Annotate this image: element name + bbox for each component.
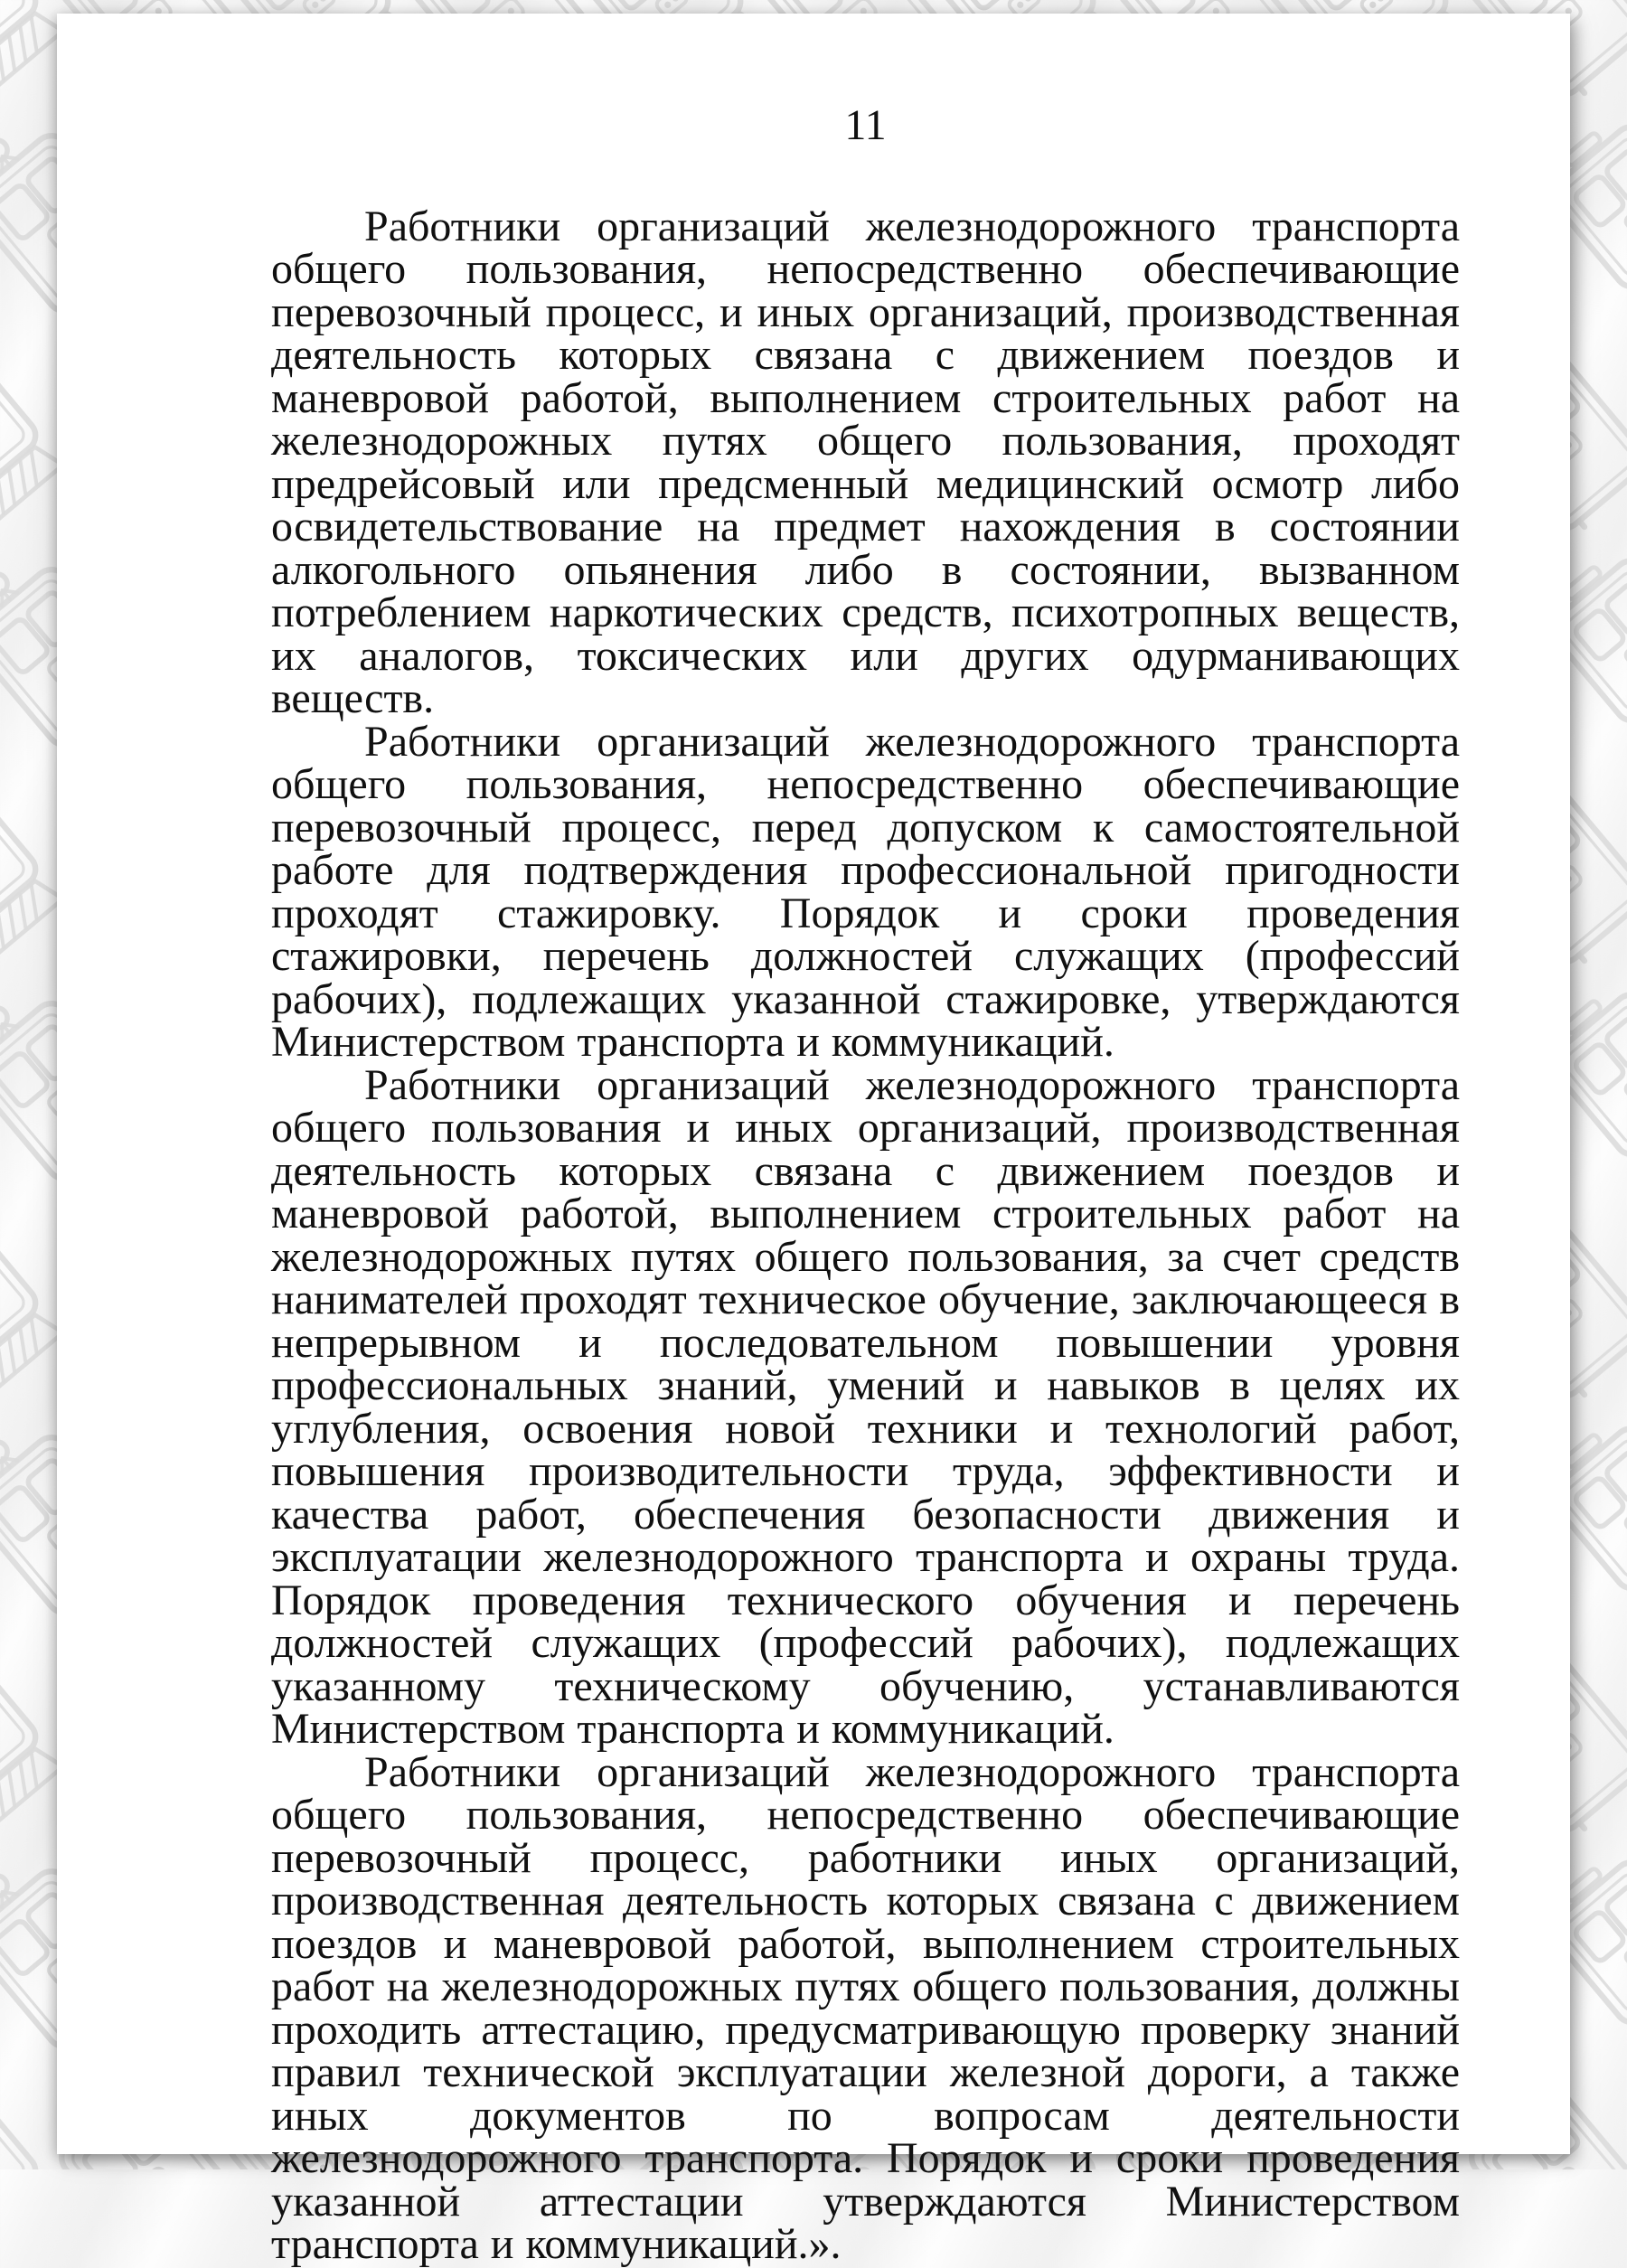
train-front-icon [0, 2061, 64, 2169]
paragraph-internship: Работники организаций железнодорожного транспорта общего пользования, непосредственно обеспечивающие перевозочный процесс, перед допуском к самостоятельной работе для подтверждения профессиональной пригодности проходят стажировку. Порядок и сроки проведения стажировки, перечень должностей служащих (профессий рабочих), подлежащих указанной стажировке, утверждаются Министерством транспорта и коммуникаций. [271, 717, 1460, 1066]
train-front-icon [0, 1193, 64, 1404]
page-number: 11 [844, 101, 887, 149]
train-front-icon [0, 325, 64, 536]
paragraph-technical-training: Работники организаций железнодорожного транспорта общего пользования и иных организаций, производственная деятельность которых связана с движением поездов и маневровой работой, выполнением строительных работ на железнодорожных путях общего пользования, за счет средств нанимателей проходят техническое обучение, заключающееся в непрерывном и последовательном повышении уровня профессиональных знаний, умений и навыков в целях их углубления, освоения новой техники и технологий работ, повышения производительности труда, эффективности и качества работ, обеспечения безопасности движения и эксплуатации железнодорожного транспорта и охраны труда. Порядок проведения технического обучения и перечень должностей служащих (профессий рабочих), подлежащих указанному техническому обучению, устанавливаются Министерством транспорта и коммуникаций. [271, 1060, 1460, 1753]
paragraph-attestation: Работники организаций железнодорожного транспорта общего пользования, непосредственно обеспечивающие перевозочный процесс, работники иных организаций, производственная деятельность которых связана с движением поездов и маневровой работой, выполнением строительных работ на железнодорожных путях общего пользования, должны проходить аттестацию, предусматривающую проверку знаний правил технической эксплуатации железной дороги, а также иных документов по вопросам деятельности железнодорожного транспорта. Порядок и сроки проведения указанной аттестации утверждаются Министерством транспорта и коммуникаций.». [271, 1747, 1460, 2268]
document-page [57, 14, 1570, 2268]
train-front-icon [0, 1627, 64, 1838]
paragraph-medical-examination: Работники организаций железнодорожного транспорта общего пользования, непосредственно обеспечивающие перевозочный процесс, и иных организаций, производственная деятельность которых связана с движением поездов и маневровой работой, выполнением строительных работ на железнодорожных путях общего пользования, проходят предрейсовый или предсменный медицинский осмотр либо освидетельствование на предмет нахождения в состоянии алкогольного опьянения либо в состоянии, вызванном потреблением наркотических средств, психотропных веществ, их аналогов, токсических или других одурманивающих веществ. [271, 202, 1460, 722]
train-front-icon [0, 0, 64, 102]
train-front-icon [0, 759, 64, 970]
document-body [271, 202, 1460, 2268]
